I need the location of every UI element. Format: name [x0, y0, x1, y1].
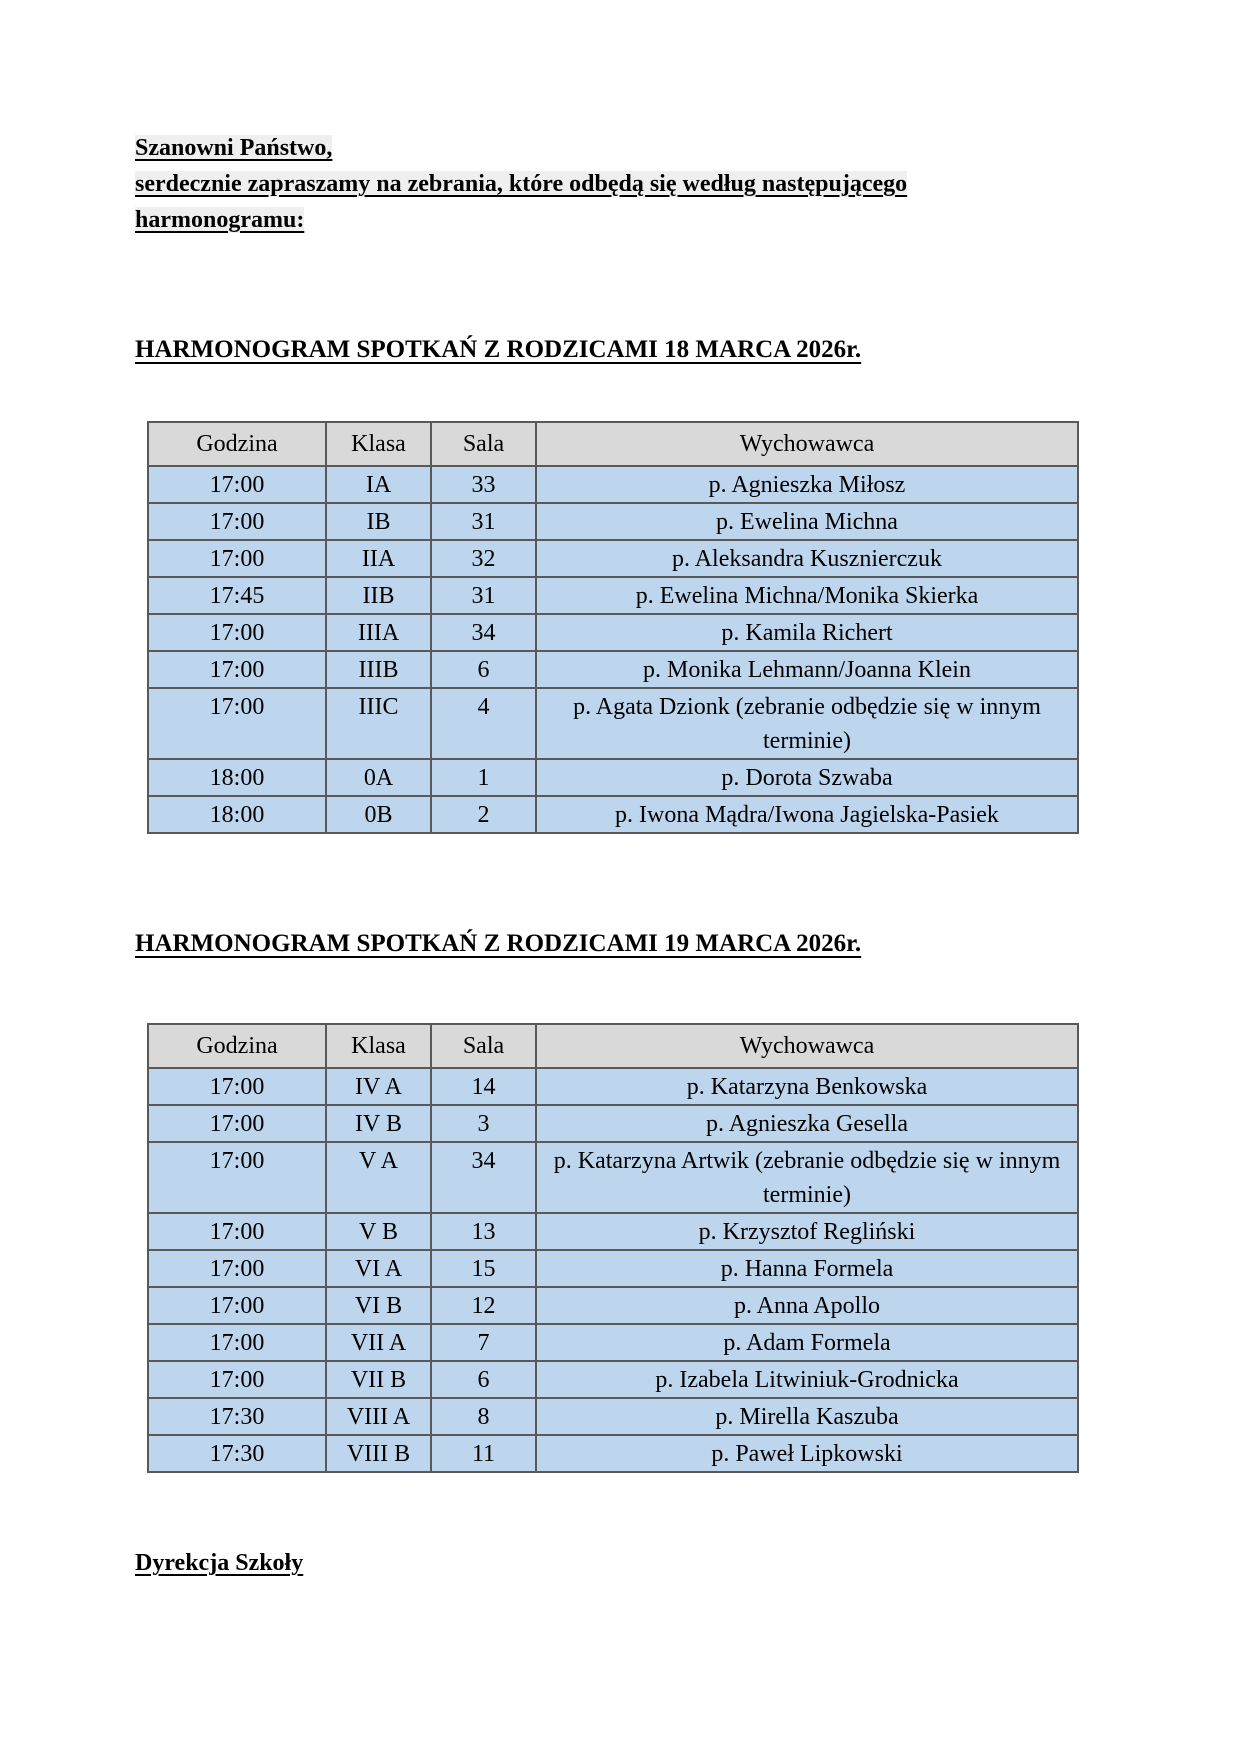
room-cell: 11: [431, 1435, 536, 1472]
teacher-cell: p. Adam Formela: [536, 1324, 1078, 1361]
class-cell: IV A: [326, 1068, 431, 1105]
teacher-cell: p. Agnieszka Miłosz: [536, 466, 1078, 503]
table-row: [148, 1287, 1078, 1324]
intro-line-1: [135, 130, 1111, 166]
table-header: [148, 1024, 1078, 1068]
teacher-cell: p. Hanna Formela: [536, 1250, 1078, 1287]
header-row: [148, 422, 1078, 466]
table-row: [148, 1435, 1078, 1472]
time-cell: 17:00: [148, 1105, 326, 1142]
class-cell: VII B: [326, 1361, 431, 1398]
time-cell: 17:00: [148, 651, 326, 688]
time-cell: 17:00: [148, 1213, 326, 1250]
room-cell: 1: [431, 759, 536, 796]
room-cell: 14: [431, 1068, 536, 1105]
table-row: [148, 466, 1078, 503]
class-cell: VI A: [326, 1250, 431, 1287]
table-row: [148, 1250, 1078, 1287]
table-row: [148, 1213, 1078, 1250]
column-header: Godzina: [148, 1024, 326, 1068]
intro-paragraph: [135, 0, 1111, 238]
table-row: [148, 1398, 1078, 1435]
intro-line-2-text: serdecznie zapraszamy na zebrania, które odbędą się według następującego: [135, 171, 908, 197]
class-cell: IIIC: [326, 688, 431, 759]
column-header: Godzina: [148, 422, 326, 466]
room-cell: 6: [431, 651, 536, 688]
teacher-cell: p. Krzysztof Regliński: [536, 1213, 1078, 1250]
time-cell: 17:00: [148, 503, 326, 540]
class-cell: IIIA: [326, 614, 431, 651]
time-cell: 17:00: [148, 1324, 326, 1361]
room-cell: 13: [431, 1213, 536, 1250]
teacher-cell: p. Dorota Szwaba: [536, 759, 1078, 796]
room-cell: 6: [431, 1361, 536, 1398]
room-cell: 4: [431, 688, 536, 759]
table-row: [148, 1361, 1078, 1398]
class-cell: VIII B: [326, 1435, 431, 1472]
table-row: [148, 1105, 1078, 1142]
time-cell: 17:30: [148, 1435, 326, 1472]
time-cell: 17:00: [148, 1361, 326, 1398]
time-cell: 17:00: [148, 1142, 326, 1213]
room-cell: 34: [431, 614, 536, 651]
room-cell: 12: [431, 1287, 536, 1324]
column-header: Klasa: [326, 422, 431, 466]
teacher-cell: p. Iwona Mądra/Iwona Jagielska-Pasiek: [536, 796, 1078, 833]
teacher-cell: p. Paweł Lipkowski: [536, 1435, 1078, 1472]
teacher-cell: p. Katarzyna Artwik (zebranie odbędzie się w innym terminie): [536, 1142, 1078, 1213]
class-cell: IIA: [326, 540, 431, 577]
table-body: [148, 466, 1078, 833]
teacher-cell: p. Ewelina Michna/Monika Skierka: [536, 577, 1078, 614]
teacher-cell: p. Agata Dzionk (zebranie odbędzie się w innym terminie): [536, 688, 1078, 759]
teacher-cell: p. Kamila Richert: [536, 614, 1078, 651]
table-row: [148, 759, 1078, 796]
table-row: [148, 577, 1078, 614]
time-cell: 17:00: [148, 540, 326, 577]
table-body: [148, 1068, 1078, 1472]
teacher-cell: p. Agnieszka Gesella: [536, 1105, 1078, 1142]
room-cell: 32: [431, 540, 536, 577]
signature: Dyrekcja Szkoły: [135, 1550, 304, 1576]
class-cell: VI B: [326, 1287, 431, 1324]
class-cell: VIII A: [326, 1398, 431, 1435]
table-row: [148, 796, 1078, 833]
time-cell: 17:45: [148, 577, 326, 614]
table-row: [148, 503, 1078, 540]
class-cell: IIIB: [326, 651, 431, 688]
column-header: Sala: [431, 422, 536, 466]
intro-line-3-text: harmonogramu:: [135, 207, 305, 233]
time-cell: 18:00: [148, 759, 326, 796]
time-cell: 17:00: [148, 1287, 326, 1324]
time-cell: 17:00: [148, 614, 326, 651]
teacher-cell: p. Monika Lehmann/Joanna Klein: [536, 651, 1078, 688]
teacher-cell: p. Ewelina Michna: [536, 503, 1078, 540]
class-cell: IB: [326, 503, 431, 540]
class-cell: V A: [326, 1142, 431, 1213]
time-cell: 17:00: [148, 1068, 326, 1105]
intro-line-2: [135, 166, 1111, 202]
table-row: [148, 1324, 1078, 1361]
room-cell: 3: [431, 1105, 536, 1142]
room-cell: 8: [431, 1398, 536, 1435]
intro-line-3: [135, 202, 1111, 238]
time-cell: 17:00: [148, 688, 326, 759]
schedule-table-18-march: [147, 421, 1079, 834]
table-row: [148, 1142, 1078, 1213]
table-row: [148, 688, 1078, 759]
table-header: [148, 422, 1078, 466]
header-row: [148, 1024, 1078, 1068]
schedule-table-19-march: [147, 1023, 1079, 1473]
teacher-cell: p. Mirella Kaszuba: [536, 1398, 1078, 1435]
time-cell: 18:00: [148, 796, 326, 833]
column-header: Klasa: [326, 1024, 431, 1068]
schedule-heading-18-march: HARMONOGRAM SPOTKAŃ Z RODZICAMI 18 MARCA 2026r.: [135, 336, 862, 363]
class-cell: 0B: [326, 796, 431, 833]
table-row: [148, 614, 1078, 651]
table-row: [148, 651, 1078, 688]
intro-line-1-text: Szanowni Państwo,: [135, 135, 333, 161]
room-cell: 15: [431, 1250, 536, 1287]
schedule-heading-19-march: HARMONOGRAM SPOTKAŃ Z RODZICAMI 19 MARCA 2026r.: [135, 930, 862, 957]
column-header: Wychowawca: [536, 1024, 1078, 1068]
room-cell: 34: [431, 1142, 536, 1213]
class-cell: V B: [326, 1213, 431, 1250]
teacher-cell: p. Anna Apollo: [536, 1287, 1078, 1324]
class-cell: 0A: [326, 759, 431, 796]
table-row: [148, 540, 1078, 577]
table-row: [148, 1068, 1078, 1105]
room-cell: 7: [431, 1324, 536, 1361]
room-cell: 31: [431, 503, 536, 540]
teacher-cell: p. Katarzyna Benkowska: [536, 1068, 1078, 1105]
class-cell: IIB: [326, 577, 431, 614]
teacher-cell: p. Aleksandra Kusznierczuk: [536, 540, 1078, 577]
time-cell: 17:00: [148, 1250, 326, 1287]
class-cell: IA: [326, 466, 431, 503]
room-cell: 33: [431, 466, 536, 503]
room-cell: 2: [431, 796, 536, 833]
class-cell: VII A: [326, 1324, 431, 1361]
time-cell: 17:30: [148, 1398, 326, 1435]
column-header: Wychowawca: [536, 422, 1078, 466]
column-header: Sala: [431, 1024, 536, 1068]
class-cell: IV B: [326, 1105, 431, 1142]
time-cell: 17:00: [148, 466, 326, 503]
teacher-cell: p. Izabela Litwiniuk-Grodnicka: [536, 1361, 1078, 1398]
room-cell: 31: [431, 577, 536, 614]
